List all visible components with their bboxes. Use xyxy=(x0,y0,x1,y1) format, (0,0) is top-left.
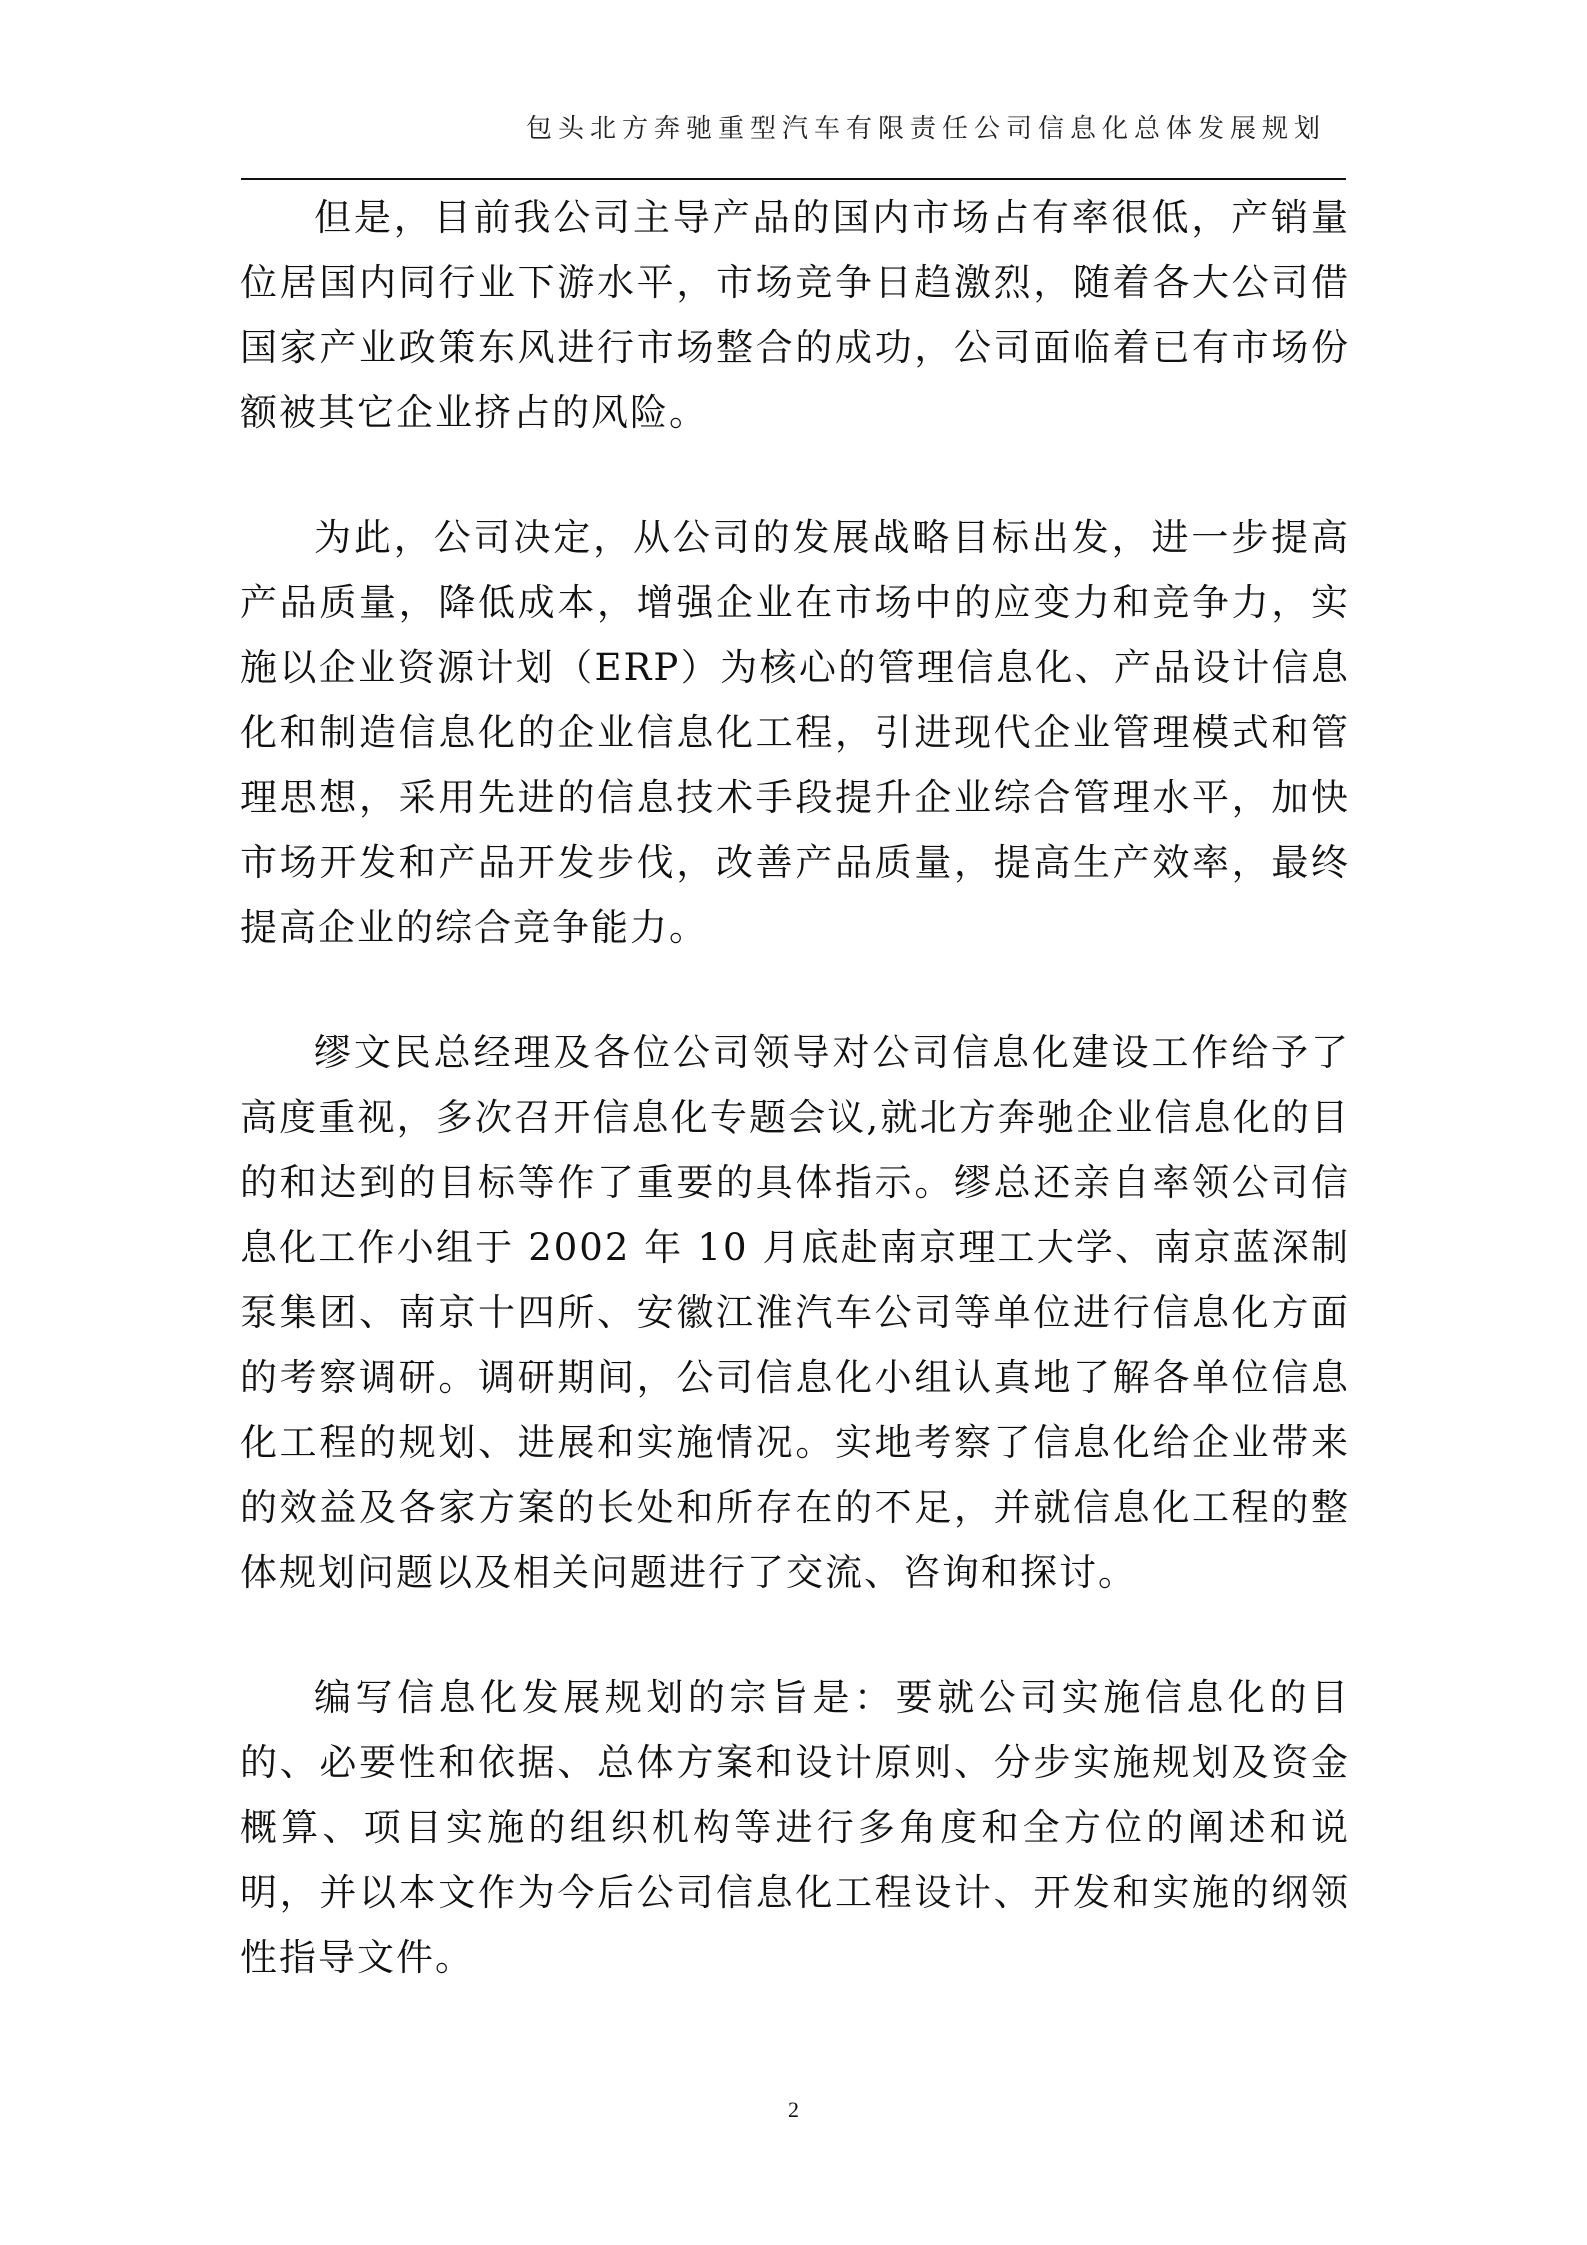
body-text xyxy=(240,185,1350,2050)
paragraph-3: 缪文民总经理及各位公司领导对公司信息化建设工作给予了高度重视，多次召开信息化专题会议,就北方奔驰企业信息化的目的和达到的目标等作了重要的具体指示。缪总还亲自率领公司信息化工作小组于 2002 年 10 月底赴南京理工大学、南京蓝深制泵集团、南京十四所、安徽江淮汽车公司等单位进行信息化方面的考察调研。调研期间，公司信息化小组认真地了解各单位信息化工程的规划、进展和实施情况。实地考察了信息化给企业带来的效益及各家方案的长处和所存在的不足，并就信息化工程的整体规划问题以及相关问题进行了交流、咨询和探讨。 xyxy=(240,1031,1350,1594)
page-number: 2 xyxy=(788,2097,799,2122)
paragraph-4: 编写信息化发展规划的宗旨是：要就公司实施信息化的目的、必要性和依据、总体方案和设计原则、分步实施规划及资金概算、项目实施的组织机构等进行多角度和全方位的阐述和说明，并以本文作为今后公司信息化工程设计、开发和实施的纲领性指导文件。 xyxy=(240,1676,1350,1979)
paragraph-2: 为此，公司决定，从公司的发展战略目标出发，进一步提高产品质量，降低成本，增强企业在市场中的应变力和竞争力，实施以企业资源计划（ERP）为核心的管理信息化、产品设计信息化和制造信息化的企业信息化工程，引进现代企业管理模式和管理思想，采用先进的信息技术手段提升企业综合管理水平，加快市场开发和产品开发步伐，改善产品质量，提高生产效率，最终提高企业的综合竞争能力。 xyxy=(240,516,1350,949)
paragraph-1: 但是，目前我公司主导产品的国内市场占有率很低，产销量位居国内同行业下游水平，市场竞争日趋激烈，随着各大公司借国家产业政策东风进行市场整合的成功，公司面临着已有市场份额被其它企业挤占的风险。 xyxy=(240,196,1350,434)
header-rule xyxy=(241,178,1346,180)
header-title: 包头北方奔驰重型汽车有限责任公司信息化总体发展规划 xyxy=(525,114,1326,144)
page-header xyxy=(241,108,1346,180)
